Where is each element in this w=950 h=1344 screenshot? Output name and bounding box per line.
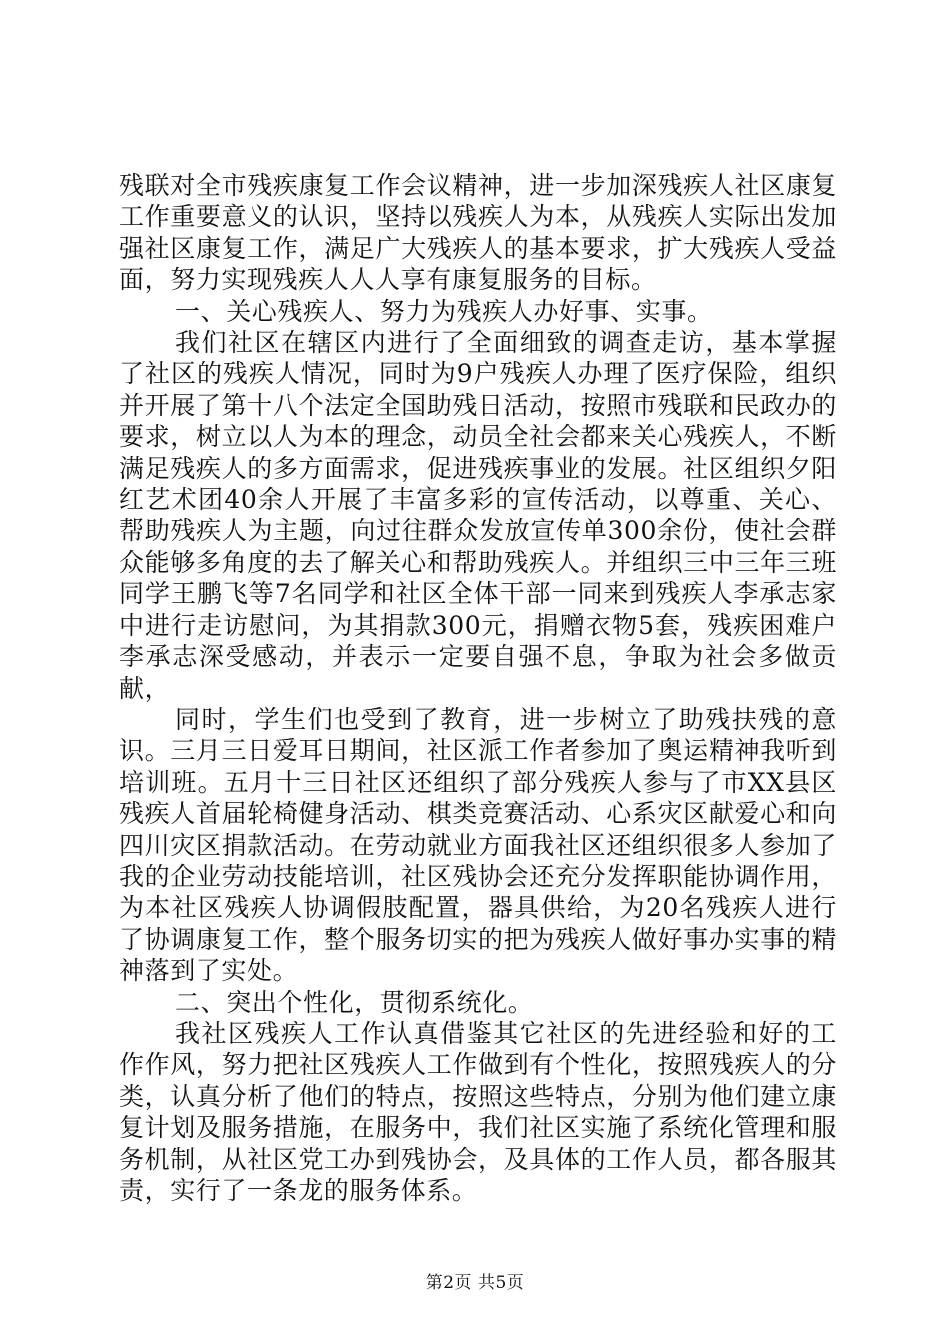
section-heading: 二、突出个性化，贯彻系统化。 bbox=[175, 987, 534, 1017]
paragraph: 同时，学生们也受到了教育，进一步树立了助残扶残的意识。三月三日爱耳日期间，社区派工作者参加了奥运精神我听到培训班。五月十三日社区还组织了部分残疾人参与了市XX县区残疾人首届轮椅健身活动、棋类竞赛活动、心系灾区献爱心和向四川灾区捐款活动。在劳动就业方面我社区还组织很多人参加了我的企业劳动技能培训，社区残协会还充分发挥职能协调作用，为本社区残疾人协调假肢配置，器具供给，为20名残疾人进行了协调康复工作，整个服务切实的把为残疾人做好事办实事的精神落到了实处。 bbox=[119, 704, 837, 986]
paragraph: 我社区残疾人工作认真借鉴其它社区的先进经验和好的工作作风，努力把社区残疾人工作做到有个性化，按照残疾人的分类，认真分析了他们的特点，按照这些特点，分别为他们建立康复计划及服务措施，在服务中，我们社区实施了系统化管理和服务机制，从社区党工办到残协会，及具体的工作人员，都各服其责，实行了一条龙的服务体系。 bbox=[119, 1018, 837, 1205]
page-number-footer: 第2页 共5页 bbox=[425, 1273, 525, 1293]
section-heading: 一、关心残疾人、努力为残疾人办好事、实事。 bbox=[175, 296, 713, 326]
paragraph: 我们社区在辖区内进行了全面细致的调查走访，基本掌握了社区的残疾人情况，同时为9户残疾人办理了医疗保险，组织并开展了第十八个法定全国助残日活动，按照市残联和民政办的要求，树立以人为本的理念，动员全社会都来关心残疾人，不断满足残疾人的多方面需求，促进残疾事业的发展。社区组织夕阳红艺术团40余人开展了丰富多彩的宣传活动，以尊重、关心、帮助残疾人为主题，向过往群众发放宣传单300余份，使社会群众能够多角度的去了解关心和帮助残疾人。并组织三中三年三班同学王鹏飞等7名同学和社区全体干部一同来到残疾人李承志家中进行走访慰问，为其捐款300元，捐赠衣物5套，残疾困难户李承志深受感动，并表示一定要自强不息，争取为社会多做贡献， bbox=[119, 328, 837, 703]
document-body bbox=[119, 170, 837, 1206]
paragraph: 残联对全市残疾康复工作会议精神，进一步加深残疾人社区康复工作重要意义的认识，坚持以残疾人为本，从残疾人实际出发加强社区康复工作，满足广大残疾人的基本要求，扩大残疾人受益面，努力实现残疾人人人享有康复服务的目标。 bbox=[119, 171, 837, 295]
